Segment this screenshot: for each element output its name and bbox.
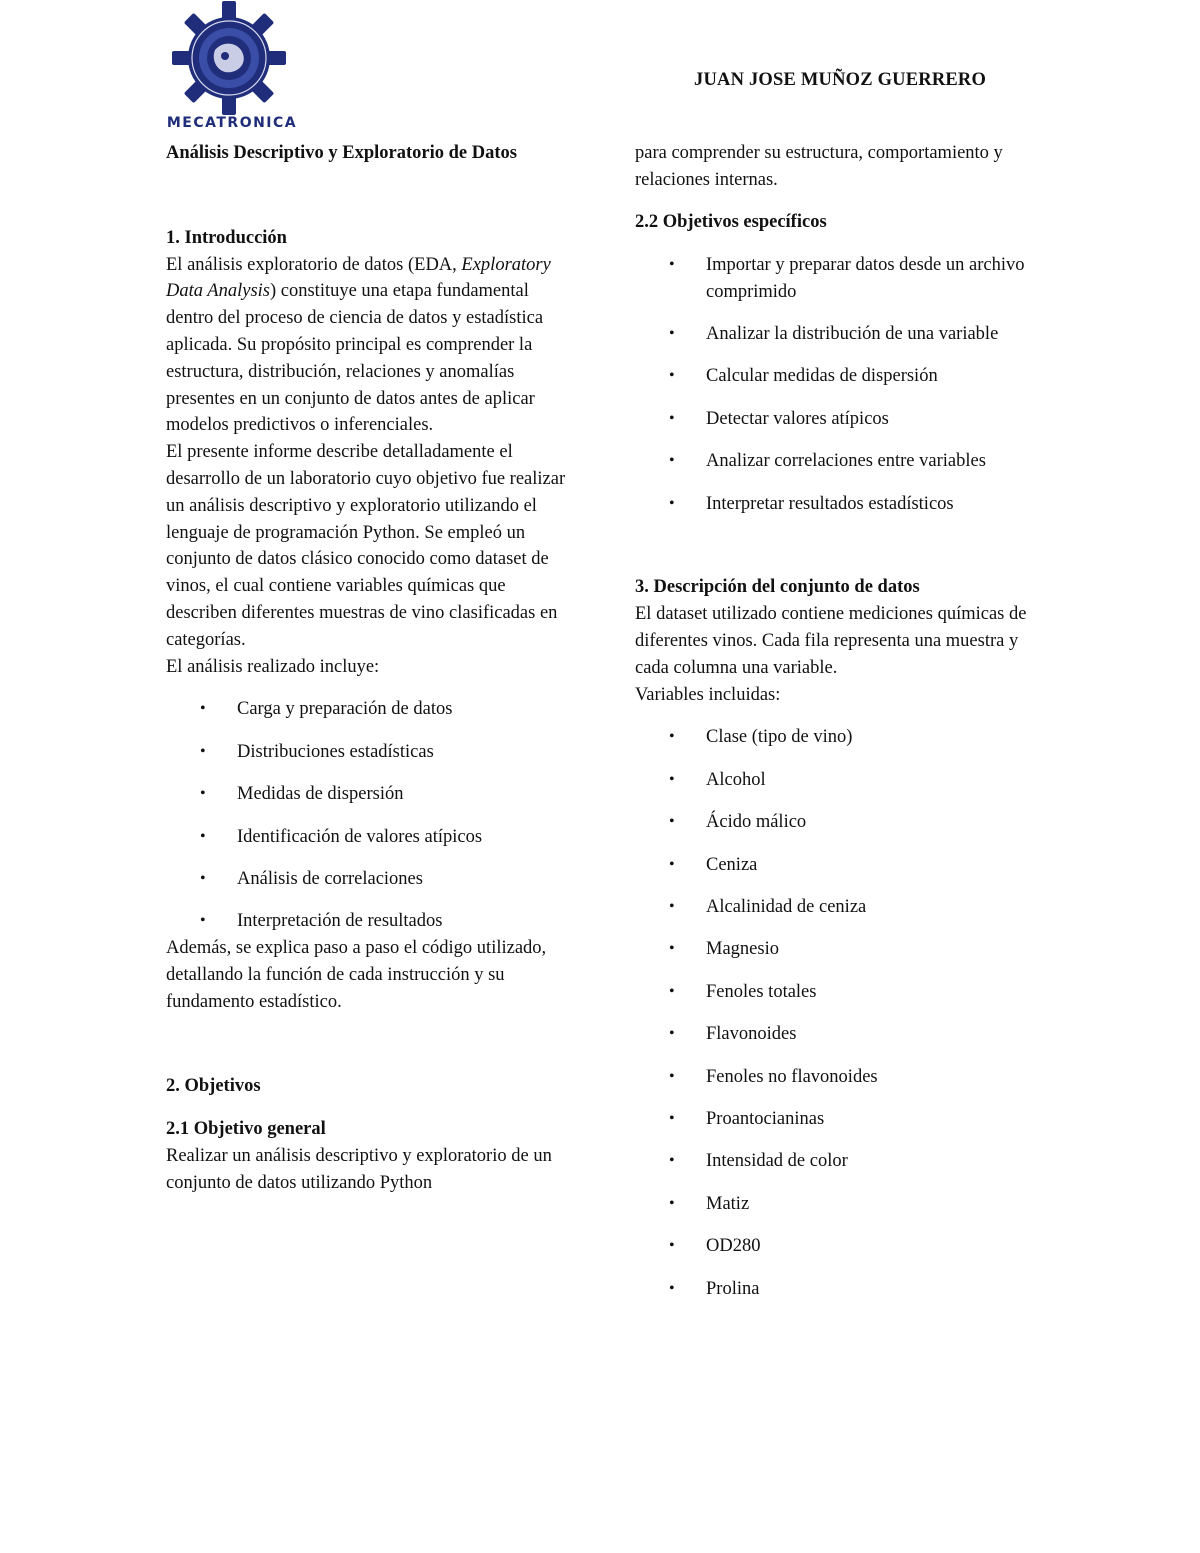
dataset-paragraph-2: Variables incluidas: <box>635 684 781 705</box>
section-heading-introduction: 1. Introducción <box>166 227 287 248</box>
left-column <box>166 140 576 1197</box>
list-item: • Análisis de correlaciones <box>166 866 576 893</box>
subsection-heading-specific: 2.2 Objetivos específicos <box>635 212 827 233</box>
list-item: • Ácido málico <box>635 809 1045 836</box>
section-heading-objectives: 2. Objetivos <box>166 1076 261 1097</box>
list-item: • Medidas de dispersión <box>166 781 576 808</box>
right-column <box>635 140 1045 1302</box>
general-objective-continued: para comprender su estructura, comportamiento y relaciones internas. <box>635 143 1003 190</box>
list-item: • Interpretar resultados estadísticos <box>635 491 1045 518</box>
list-item: • Matiz <box>635 1191 1045 1218</box>
general-objective-text: Realizar un análisis descriptivo y exploratorio de un conjunto de datos utilizando Python <box>166 1146 552 1193</box>
mecatronica-logo <box>165 0 299 130</box>
list-item: • OD280 <box>635 1233 1045 1260</box>
author-name: JUAN JOSE MUÑOZ GUERRERO <box>694 70 987 90</box>
logo-text: MECATRONICA <box>166 115 298 130</box>
list-item: • Importar y preparar datos desde un archivo comprimido <box>635 252 1045 306</box>
dataset-paragraph-1: El dataset utilizado contiene mediciones químicas de diferentes vinos. Cada fila representa una muestra y cada columna una variable. <box>635 604 1027 678</box>
subsection-heading-general: 2.1 Objetivo general <box>166 1119 326 1140</box>
intro-paragraph-4: Además, se explica paso a paso el código utilizado, detallando la función de cada instrucción y su fundamento estadístico. <box>166 938 547 1012</box>
list-item: • Carga y preparación de datos <box>166 696 576 723</box>
intro-emphasis: Exploratory Data Analysis <box>166 254 551 302</box>
specific-objectives-list <box>635 252 1045 518</box>
list-item: • Magnesio <box>635 936 1045 963</box>
list-item: • Calcular medidas de dispersión <box>635 363 1045 390</box>
list-item: • Alcohol <box>635 767 1045 794</box>
intro-paragraph-2: El presente informe describe detalladamente el desarrollo de un laboratorio cuyo objetivo fue realizar un análisis descriptivo y exploratorio utilizando el lenguaje de programación Python. Se empleó un conjunto de datos clásico conocido como dataset de vinos, el cual contiene variables químicas que describen diferentes muestras de vino clasificadas en categorías. <box>166 442 566 650</box>
intro-text: El análisis exploratorio de datos (EDA, <box>166 254 462 275</box>
list-item: • Clase (tipo de vino) <box>635 724 1045 751</box>
list-item: • Alcalinidad de ceniza <box>635 894 1045 921</box>
list-item: • Intensidad de color <box>635 1148 1045 1175</box>
list-item: • Analizar la distribución de una variable <box>635 321 1045 348</box>
intro-paragraph-1 <box>166 252 576 440</box>
document-title: Análisis Descriptivo y Exploratorio de Datos <box>166 143 517 163</box>
variables-list <box>635 724 1045 1302</box>
list-item: • Detectar valores atípicos <box>635 406 1045 433</box>
analysis-list <box>166 696 576 935</box>
section-heading-dataset: 3. Descripción del conjunto de datos <box>635 577 920 598</box>
list-item: • Interpretación de resultados <box>166 908 576 935</box>
list-item: • Fenoles totales <box>635 979 1045 1006</box>
intro-paragraph-3: El análisis realizado incluye: <box>166 656 380 677</box>
list-item: • Identificación de valores atípicos <box>166 824 576 851</box>
list-item: • Ceniza <box>635 852 1045 879</box>
intro-text-cont: ) constituye una etapa fundamental dentro del proceso de ciencia de datos y estadística aplicada. Su propósito principal es comprender la estructura, distribución, relaciones y anomalías presentes en un conjunto de datos antes de aplicar modelos predictivos o inferenciales. <box>166 281 544 436</box>
list-item: • Flavonoides <box>635 1021 1045 1048</box>
list-item: • Fenoles no flavonoides <box>635 1064 1045 1091</box>
list-item: • Distribuciones estadísticas <box>166 739 576 766</box>
list-item: • Prolina <box>635 1276 1045 1303</box>
gear-emblem-icon <box>165 0 299 130</box>
list-item: • Proantocianinas <box>635 1106 1045 1133</box>
list-item: • Analizar correlaciones entre variables <box>635 448 1045 475</box>
